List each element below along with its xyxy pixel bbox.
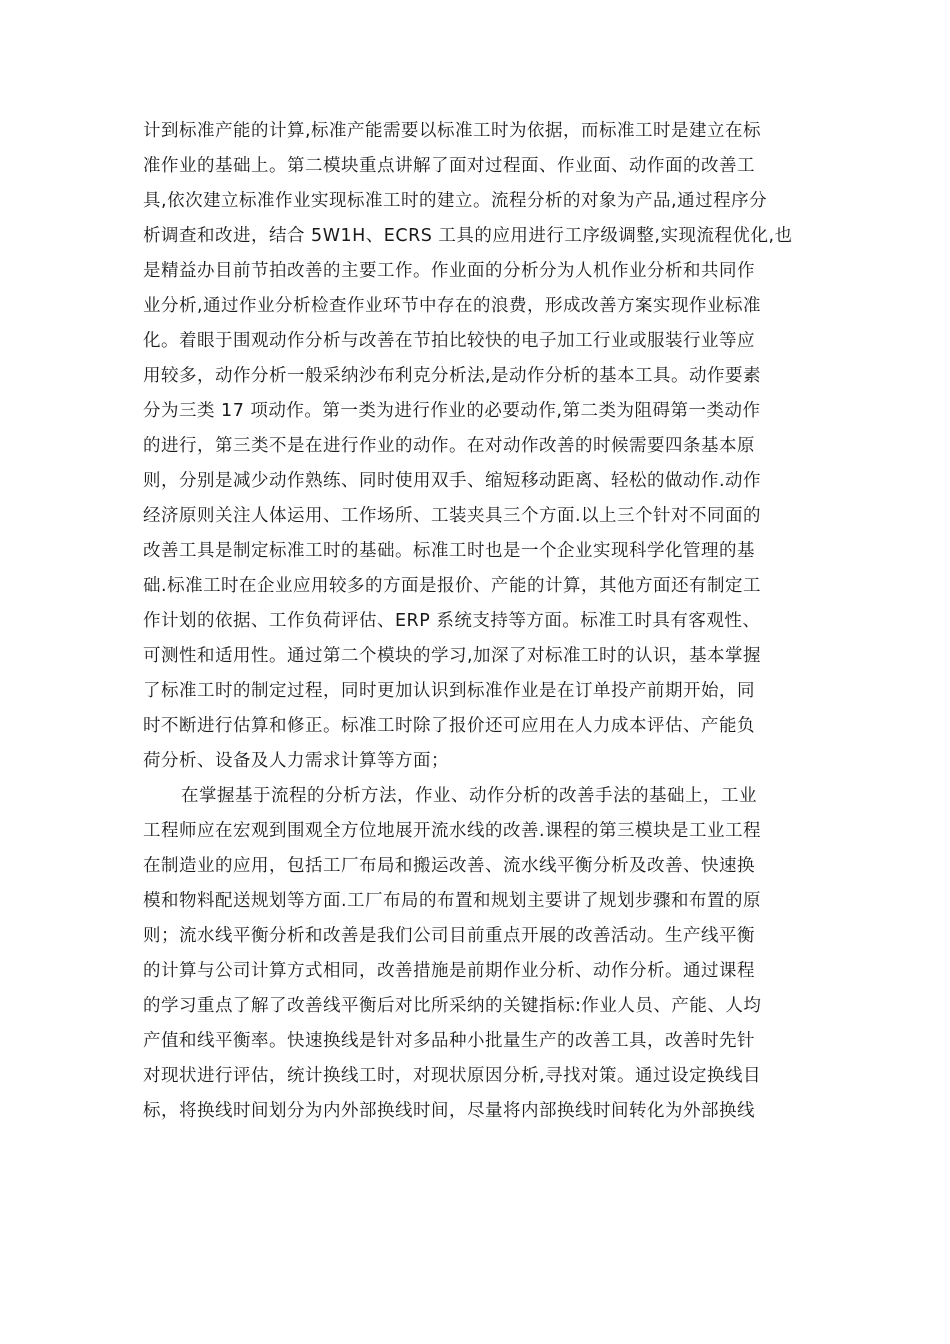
text-line: 产值和线平衡率。快速换线是针对多品种小批量生产的改善工具，改善时先针 xyxy=(143,1031,755,1051)
text-line: 经济原则关注人体运用、工作场所、工装夹具三个方面.以上三个针对不同面的 xyxy=(143,506,762,526)
text-line: 了标准工时的制定过程，同时更加认识到标准作业是在订单投产前期开始，同 xyxy=(143,681,755,701)
text-line: 的学习重点了解了改善线平衡后对比所采纳的关键指标:作业人员、产能、人均 xyxy=(143,996,762,1016)
paragraph-2 xyxy=(143,779,803,1129)
paragraph-1 xyxy=(143,114,803,779)
text-line: 的计算与公司计算方式相同，改善措施是前期作业分析、动作分析。通过课程 xyxy=(143,961,755,981)
text-line: 具,依次建立标准作业实现标准工时的建立。流程分析的对象为产品,通过程序分 xyxy=(143,191,768,211)
text-line: 工程师应在宏观到围观全方位地展开流水线的改善.课程的第三模块是工业工程 xyxy=(143,821,762,841)
text-line: 计到标准产能的计算,标准产能需要以标准工时为依据，而标准工时是建立在标 xyxy=(143,121,762,141)
text-line: 模和物料配送规划等方面.工厂布局的布置和规划主要讲了规划步骤和布置的原 xyxy=(143,891,762,911)
text-line: 则；流水线平衡分析和改善是我们公司目前重点开展的改善活动。生产线平衡 xyxy=(143,926,755,946)
text-line: 荷分析、设备及人力需求计算等方面； xyxy=(143,751,449,771)
text-line: 用较多，动作分析一般采纳沙布利克分析法,是动作分析的基本工具。动作要素 xyxy=(143,366,762,386)
text-line: 则，分别是减少动作熟练、同时使用双手、缩短移动距离、轻松的做动作.动作 xyxy=(143,471,762,491)
text-line: 析调查和改进，结合 5W1H、ECRS 工具的应用进行工序级调整,实现流程优化,也 xyxy=(143,226,793,246)
text-line: 是精益办目前节拍改善的主要工作。作业面的分析分为人机作业分析和共同作 xyxy=(143,261,755,281)
text-line: 的进行，第三类不是在进行作业的动作。在对动作改善的时候需要四条基本原 xyxy=(143,436,755,456)
text-line: 改善工具是制定标准工时的基础。标准工时也是一个企业实现科学化管理的基 xyxy=(143,541,755,561)
text-line: 标，将换线时间划分为内外部换线时间，尽量将内部换线时间转化为外部换线 xyxy=(143,1101,755,1121)
text-line: 可测性和适用性。通过第二个模块的学习,加深了对标准工时的认识，基本掌握 xyxy=(143,646,762,666)
body-text xyxy=(143,114,803,1129)
text-line: 准作业的基础上。第二模块重点讲解了面对过程面、作业面、动作面的改善工 xyxy=(143,156,755,176)
text-line: 在制造业的应用，包括工厂布局和搬运改善、流水线平衡分析及改善、快速换 xyxy=(143,856,755,876)
text-line: 作计划的依据、工作负荷评估、ERP 系统支持等方面。标准工时具有客观性、 xyxy=(143,611,761,631)
text-line: 时不断进行估算和修正。标准工时除了报价还可应用在人力成本评估、产能负 xyxy=(143,716,755,736)
text-line: 在掌握基于流程的分析方法，作业、动作分析的改善手法的基础上，工业 xyxy=(181,786,757,806)
text-line: 分为三类 17 项动作。第一类为进行作业的必要动作,第二类为阻碍第一类动作 xyxy=(143,401,761,421)
text-line: 业分析,通过作业分析检查作业环节中存在的浪费，形成改善方案实现作业标准 xyxy=(143,296,762,316)
text-line: 础.标准工时在企业应用较多的方面是报价、产能的计算，其他方面还有制定工 xyxy=(143,576,762,596)
text-line: 对现状进行评估，统计换线工时，对现状原因分析,寻找对策。通过设定换线目 xyxy=(143,1066,762,1086)
text-line: 化。着眼于围观动作分析与改善在节拍比较快的电子加工行业或服装行业等应 xyxy=(143,331,755,351)
